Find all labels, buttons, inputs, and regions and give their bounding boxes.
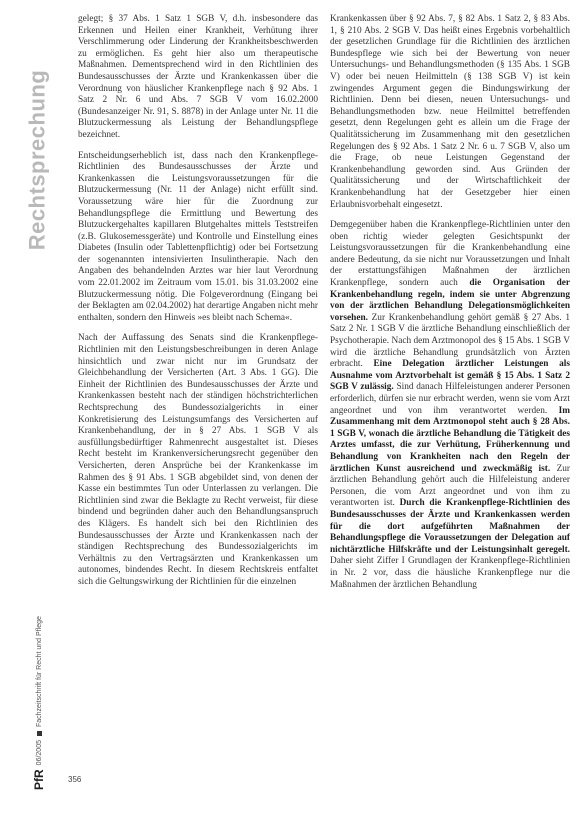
text-run: Sind danach Hilfeleistungen anderer Personen erforderlich, dürfen sie nur erbracht werden, wenn sie vom Arzt angeordnet und von ihm verantwortet werden. xyxy=(330,382,570,416)
bold-text-run: Durch die Krankenpflege-Richtlinien des Bundesausschusses der Ärzte und Krankenkassen werden für die dort aufgeführten Maßnahmen der Behandlungspflege die Voraussetzungen der Delegation auf nichtärztliche Hilfskräfte und der Leistungsinhalt geregelt. xyxy=(330,498,570,555)
text-run: Demgegenüber haben die Krankenpflege-Richtlinien unter den oben richtig wieder gelegten Gesichtspunkt der Leistungsvoraussetzungen für die Krankenbehandlung eine andere Bedeutung, da sie nicht nur Voraussetzungen und Inhalt der erstattungsfähigen Maßnahmen der ärztlichen Krankenpflege, sondern auch xyxy=(330,220,570,289)
page-number: 356 xyxy=(68,775,82,784)
section-title: Rechtsprechung xyxy=(24,69,49,251)
footer-rotated xyxy=(32,616,46,790)
paragraph-mixed xyxy=(330,220,570,591)
journal-logo: PfR xyxy=(32,769,46,790)
left-column xyxy=(78,14,318,598)
text-run: Zur Krankenbehandlung gehört gemäß § 27 Abs. 1 Satz 2 Nr. 1 SGB V die ärztliche Behandlung einschließlich der Psychotherapie. Nach dem Arztmonopol des § 15 Abs. 1 SGB V wird die ärztliche Behandlung grundsätzlich von Ärzten erbracht. xyxy=(330,312,570,370)
right-column xyxy=(330,14,570,600)
section-title-tab xyxy=(22,60,52,260)
footer-strip xyxy=(32,560,52,790)
bold-text-run: Im Zusammenhang mit dem Arztmonopol steht auch § 28 Abs. 1 SGB V, wonach die ärztliche Behandlung die Tätigkeit des Arztes umfasst, die zur Verhütung, Früherkennung und Behandlung von Krankheiten nach den Regeln der ärztlichen Kunst ausreichend und zweckmäßig ist. xyxy=(330,405,570,474)
issue-number: 06/2005 xyxy=(35,740,43,766)
bold-text-run: Eine Delegation ärztlicher Leistungen als Ausnahme vom Arztvorbehalt ist gemäß § 15 Abs. 1 Satz 2 SGB V zulässig. xyxy=(330,359,570,393)
paragraph: gelegt; § 37 Abs. 1 Satz 1 SGB V, d.h. insbesondere das Erkennen und Heilen einer Krankheit, Verhütung ihrer Verschlimmerung oder Linderung der Krankheitsbeschwerden zu ermöglichen. Es geht hier also um therapeutische Maßnahmen. Dementsprechend wird in den Richtlinien des Bundesausschusses der Ärzte und Krankenkassen über die Verordnung von häuslicher Krankenpflege nach § 92 Abs. 1 Satz 2 Nr. 6 und Abs. 7 SGB V vom 16.02.2000 (Bundesanzeiger Nr. 91, S. 8878) in der Anlage unter Nr. 11 die Blutzuckermessung als Leistung der Behandlungspflege bezeichnet. xyxy=(78,14,318,140)
journal-name: Fachzeitschrift für Recht und Pflege xyxy=(35,616,43,728)
bold-text-run: die Organisation der Krankenbehandlung regeln, indem sie unter Abgrenzung von der ärztlichen Behandlung Delegationsmöglichkeiten vorsehen. xyxy=(330,278,570,323)
square-bullet-icon xyxy=(37,731,42,736)
text-run: Zur ärztlichen Behandlung gehört auch die Hilfeleistung anderer Personen, die vom Arzt angeordnet und von ihm zu verantworten ist. xyxy=(330,463,570,509)
paragraph: Nach der Auffassung des Senats sind die Krankenpflege-Richtlinien mit den Leistungsbeschreibungen in deren Anlage hinsichtlich und zwar nicht nur im Grundsatz der Gleichbehandlung der Versicherten (Art. 3 Abs. 1 GG). Die Einheit der Richtlinien des Bundesausschusses der Ärzte und Krankenkassen besteht nach der ständigen höchstrichterlichen Rechtsprechung des Bundessozialgerichts in einer Konkretisierung des Leistungsumfangs des Versicherten auf Krankenbehandlung, der in § 27 Abs. 1 SGB V als ausfüllungsbedürftiger Rahmenrecht ausgestaltet ist. Dieses Recht besteht im Krankenversicherungsrecht gegenüber den Versicherten, deren Ansprüche bei der Krankenkasse im Rahmen des § 91 Abs. 1 SGB abgebildet sind, von denen der Kasse ein bestimmtes Tun oder Unterlassen zu verlangen. Die Richtlinien sind zwar die Beklagte zu Recht verweist, für diese bindend und begründen daher auch den Behandlungsanspruch des Klägers. Es handelt sich bei den Richtlinien des Bundesausschusses der Ärzte und Krankenkassen nach der ständigen Rechtsprechung des Bundessozialgerichts im Verhältnis zu den Vertragsärzten und Krankenkassen um autonomes, bindendes Recht. In diesem Rechtskreis entfaltet sich die Geltungswirkung der Richtlinien für die einzelnen xyxy=(78,333,318,587)
paragraph: Krankenkassen über § 92 Abs. 7, § 82 Abs. 1 Satz 2, § 83 Abs. 1, § 210 Abs. 2 SGB V. Das heißt eines Ergebnis vorbehaltlich der gesetzlichen Grundlage für die Richtlinien des ärztlichen Bundespflege wie sich bei der Bewertung von neuer Untersuchungs- und Behandlungsmethoden (§ 135 Abs. 1 SGB V) oder bei neuen Heilmitteln (§ 138 SGB V) ist kein zwingendes Argument gegen die Bindungswirkung der Richtlinien. Denn bei diesen, neuen Untersuchungs- und Behandlungsmethoden bzw. neue Heilmittel betreffenden gesetzt, denn Regelungen geht es allein um die Frage der Qualitätssicherung im Zusammenhang mit den gesetzlichen Regelungen des § 92 Abs. 1 Satz 2 Nr. 6 u. 7 SGB V, also um die Frage, ob neue Leistungen Gegenstand der Krankenbehandlung geworden sind. Aus Gründen der Qualitätssicherung und der Wirtschaftlichkeit der Krankenbehandlung hat der Gesetzgeber hier einen Erlaubnisvorbehalt eingesetzt. xyxy=(330,14,570,210)
text-run: Daher sieht Ziffer I Grundlagen der Krankenpflege-Richtlinien in Nr. 2 vor, dass die häusliche Krankenpflege nur die Maßnahmen der ärztlichen Behandlung xyxy=(330,556,570,590)
paragraph: Entscheidungserheblich ist, dass nach den Krankenpflege-Richtlinien des Bundesausschusses der Ärzte und Krankenkassen die Leistungsvoraussetzungen für die Blutzuckermessung (Nr. 11 der Anlage) nicht erfüllt sind. Voraussetzung wäre hier für die Zuordnung zur Behandlungspflege die Ermittlung und Bewertung des Blutzuckergehaltes kapillaren Blutgehaltes mittels Teststreifen (z.B. Glukosemessgeräte) und Kontrolle und Einstellung eines Diabetes (Insulin oder Tablettenpflichtig) oder bei Fortsetzung der sogenannten intensivierten Insulintherapie. Nach den Angaben des behandelnden Arztes war hier laut Verordnung vom 22.01.2002 im Zeitraum vom 15.01. bis 31.03.2002 eine Blutzuckermessung nötig. Die Folgeverordnung (Eingang bei der Beklagten am 02.04.2002) hat derartige Angaben nicht mehr enthalten, sondern den Hinweis »es bleibt nach Schema«. xyxy=(78,150,318,323)
